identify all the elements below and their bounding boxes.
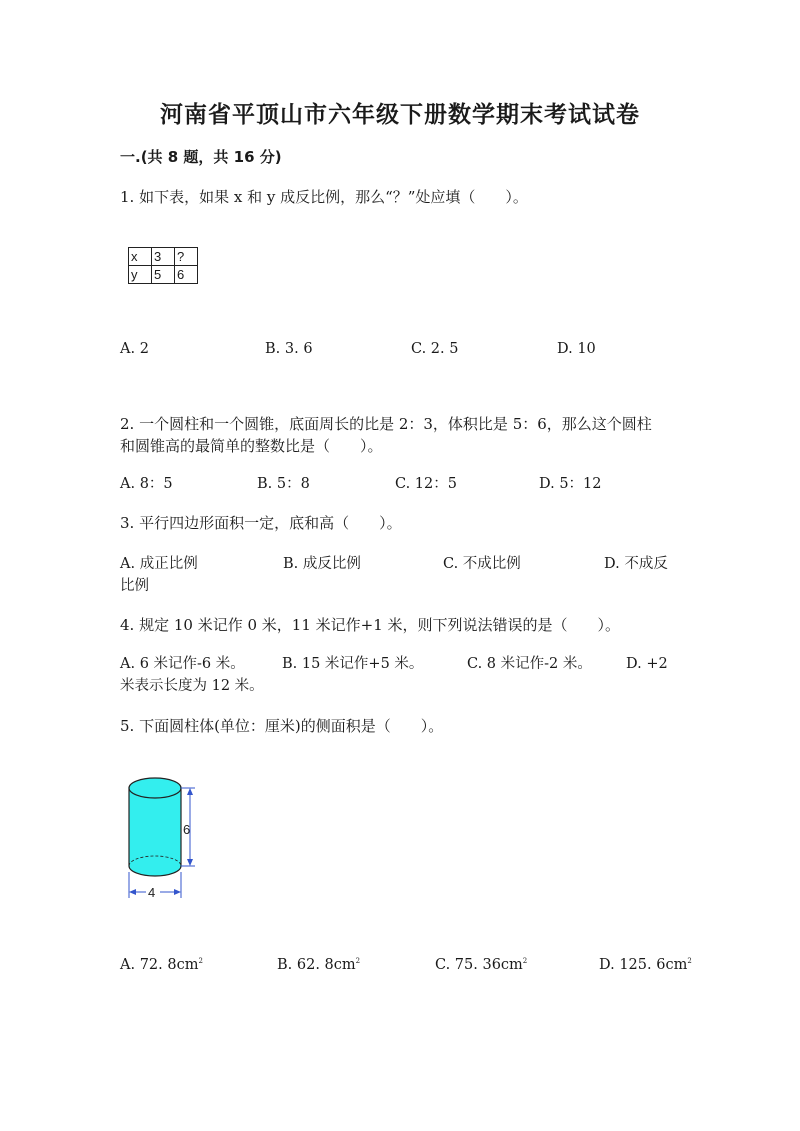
table-cell: ? xyxy=(175,248,198,266)
question-5: 5. 下面圆柱体(单位：厘米)的侧面积是（ ）。 xyxy=(120,717,444,735)
question-3: 3. 平行四边形面积一定，底和高（ ）。 xyxy=(120,514,402,532)
unit-exponent: 2 xyxy=(355,957,361,965)
table-cell: 6 xyxy=(175,266,198,284)
table-cell: 5 xyxy=(152,266,175,284)
q5-option-a-text: A. 72. 8cm xyxy=(120,956,199,973)
q1-option-b: B. 3. 6 xyxy=(265,341,313,357)
question-1: 1. 如下表，如果 x 和 y 成反比例，那么“？”处应填（ ）。 xyxy=(120,188,528,206)
q3-option-c: C. 不成比例 xyxy=(443,556,521,572)
table-cell: 3 xyxy=(152,248,175,266)
cylinder-top-face xyxy=(129,778,181,798)
xy-table xyxy=(128,247,198,284)
q4-option-a: A. 6 米记作-6 米。 xyxy=(120,656,245,672)
q4-option-c: C. 8 米记作-2 米。 xyxy=(467,656,592,672)
q2-option-d: D. 5：12 xyxy=(539,476,602,492)
q5-option-b xyxy=(277,950,360,976)
question-2-line-1: 2. 一个圆柱和一个圆锥，底面周长的比是 2：3，体积比是 5：6，那么这个圆柱 xyxy=(120,415,652,433)
height-label: 6 xyxy=(183,822,191,837)
q5-option-a xyxy=(120,950,203,976)
q5-option-c-text: C. 75. 36cm xyxy=(435,956,523,973)
question-2-line-2: 和圆锥高的最简单的整数比是（ ）。 xyxy=(120,437,383,455)
q4-option-d-wrap: 米表示长度为 12 米。 xyxy=(120,678,264,694)
unit-exponent: 2 xyxy=(687,957,692,965)
q5-option-d xyxy=(599,950,692,976)
q3-option-a: A. 成正比例 xyxy=(120,556,198,572)
diameter-label: 4 xyxy=(148,885,156,900)
q4-option-d: D. +2 xyxy=(626,656,668,672)
q5-option-b-text: B. 62. 8cm xyxy=(277,956,356,973)
q2-option-a: A. 8：5 xyxy=(120,476,173,492)
section-heading: 一.(共 8 题，共 16 分) xyxy=(120,148,282,166)
q3-option-d: D. 不成反 xyxy=(604,556,668,572)
q5-option-d-text: D. 125. 6cm xyxy=(599,956,688,973)
q2-option-c: C. 12：5 xyxy=(395,476,457,492)
q1-option-a: A. 2 xyxy=(120,341,149,357)
q1-option-d: D. 10 xyxy=(557,341,596,357)
q5-option-c xyxy=(435,950,527,976)
question-4: 4. 规定 10 米记作 0 米，11 米记作+1 米，则下列说法错误的是（ ）。 xyxy=(120,616,621,634)
table-row xyxy=(129,248,198,266)
q2-option-b: B. 5：8 xyxy=(257,476,310,492)
q3-option-b: B. 成反比例 xyxy=(283,556,361,572)
q4-option-b: B. 15 米记作+5 米。 xyxy=(282,656,424,672)
table-cell: y xyxy=(129,266,152,284)
table-row xyxy=(129,266,198,284)
q3-option-d-wrap: 比例 xyxy=(120,578,149,594)
unit-exponent: 2 xyxy=(198,957,203,965)
cylinder-figure xyxy=(120,764,210,910)
q1-option-c: C. 2. 5 xyxy=(411,341,459,357)
table-cell: x xyxy=(129,248,152,266)
page-title: 河南省平顶山市六年级下册数学期末考试试卷 xyxy=(160,101,640,128)
unit-exponent: 2 xyxy=(522,957,528,965)
cylinder-body xyxy=(129,788,181,876)
